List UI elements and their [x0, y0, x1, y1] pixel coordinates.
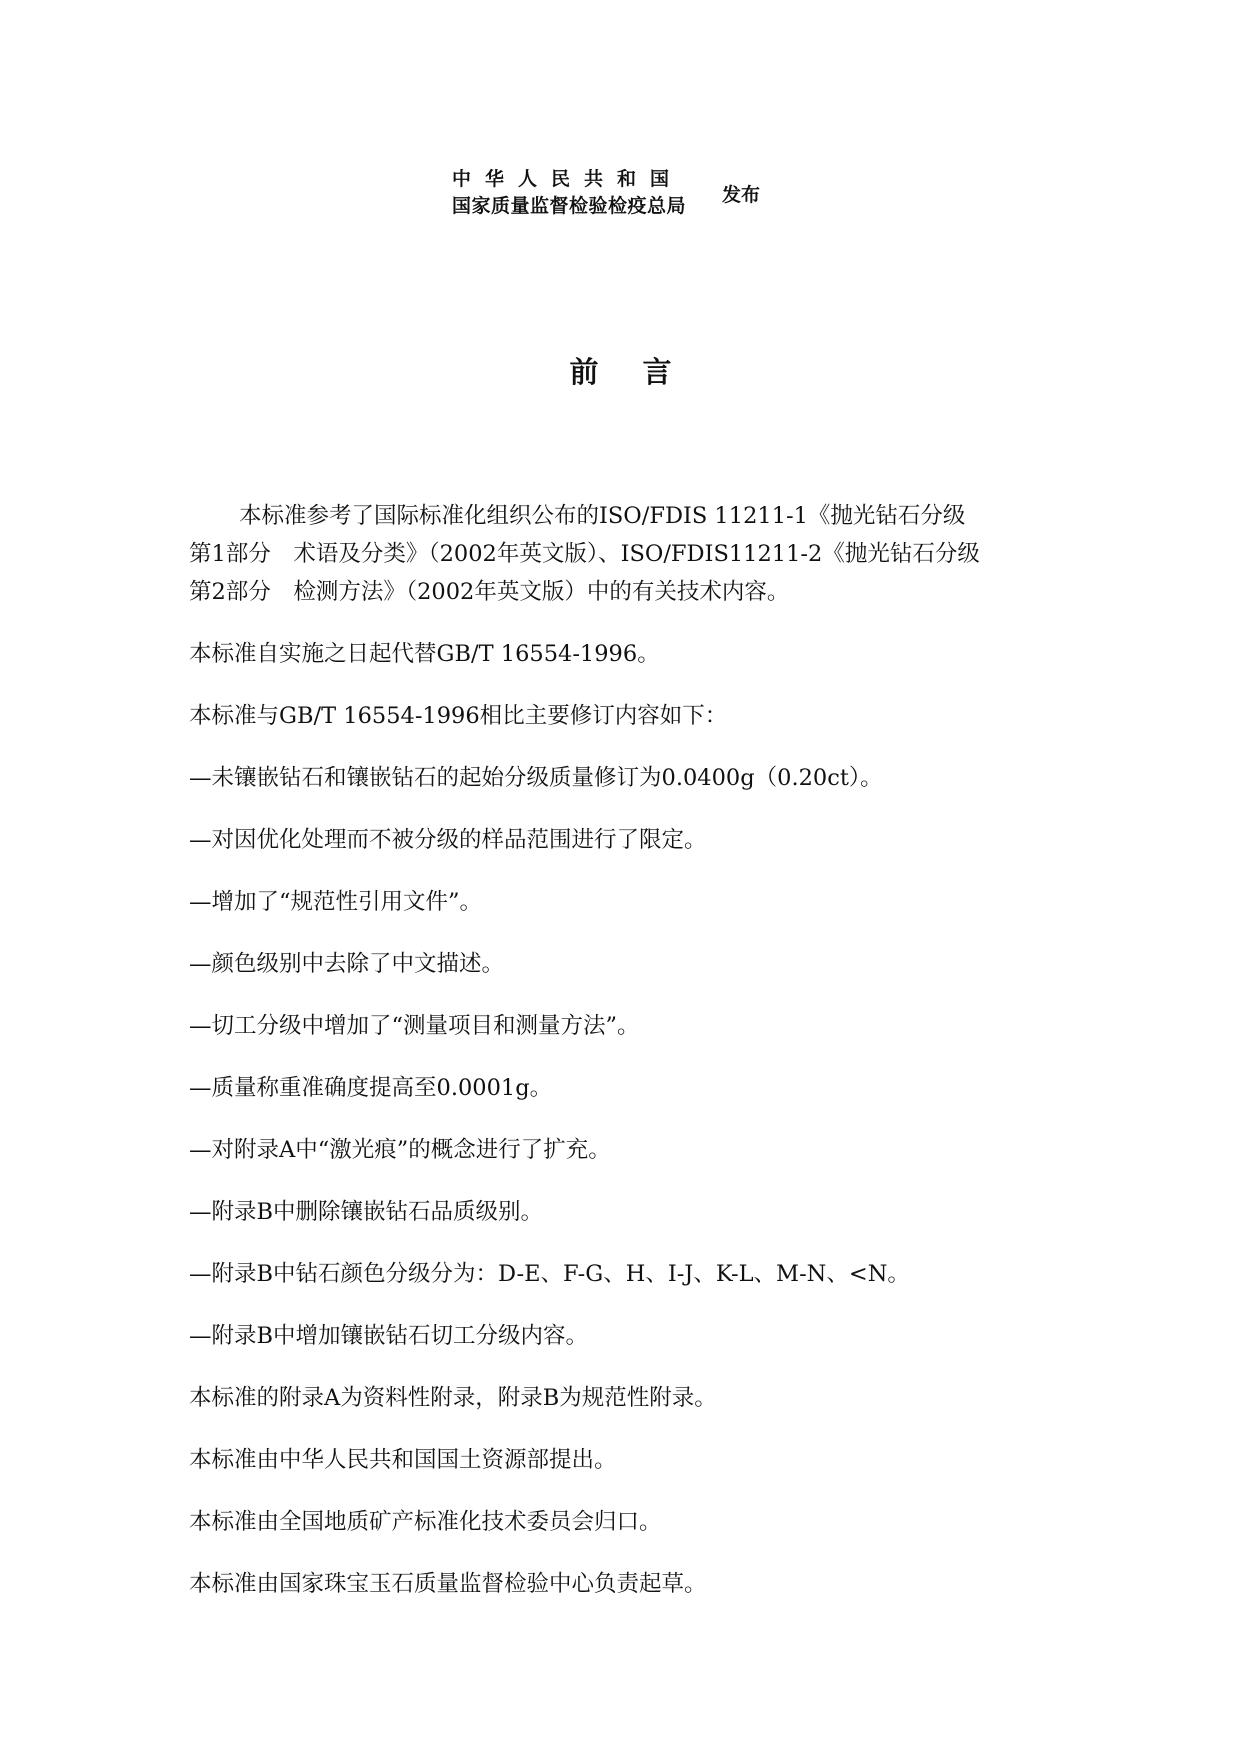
change-item: —附录B中增加镶嵌钻石切工分级内容。 [189, 1323, 589, 1349]
paragraph-replaces: 本标准自实施之日起代替GB/T 16554-1996。 [189, 641, 660, 667]
paragraph-drafter: 本标准由国家珠宝玉石质量监督检验中心负责起草。 [189, 1571, 707, 1597]
change-item: —对因优化处理而不被分级的样品范围进行了限定。 [189, 827, 707, 853]
issuer-block [452, 166, 760, 220]
issuer-agency: 国家质量监督检验检疫总局 [452, 195, 687, 217]
release-label: 发布 [722, 183, 761, 206]
change-item: —质量称重准确度提高至0.0001g。 [189, 1075, 553, 1101]
paragraph-committee: 本标准由全国地质矿产标准化技术委员会归口。 [189, 1509, 662, 1535]
intro-line: 第1部分 术语及分类》（2002年英文版）、ISO/FDIS11211-2《抛光钻石分级 [189, 541, 980, 567]
change-item: —对附录A中“激光痕”的概念进行了扩充。 [189, 1137, 611, 1163]
change-item: —未镶嵌钻石和镶嵌钻石的起始分级质量修订为0.0400g（0.20ct）。 [189, 765, 883, 791]
change-item: —附录B中删除镶嵌钻石品质级别。 [189, 1199, 544, 1225]
change-item: —切工分级中增加了“测量项目和测量方法”。 [189, 1013, 640, 1039]
intro-paragraph [189, 497, 1069, 611]
change-item: —颜色级别中去除了中文描述。 [189, 951, 505, 977]
preface-body [189, 497, 1069, 1603]
issuer-names [452, 166, 686, 220]
change-item: —附录B中钻石颜色分级分为：D-E、F-G、H、I-J、K-L、M-N、<N。 [189, 1261, 910, 1287]
issuer-country: 中华人民共和国 [452, 168, 684, 190]
paragraph-proposer: 本标准由中华人民共和国国土资源部提出。 [189, 1447, 617, 1473]
intro-line: 本标准参考了国际标准化组织公布的ISO/FDIS 11211-1《抛光钻石分级 [239, 503, 966, 529]
change-item: —增加了“规范性引用文件”。 [189, 889, 483, 915]
paragraph-changes-intro: 本标准与GB/T 16554-1996相比主要修订内容如下： [189, 703, 728, 729]
paragraph-appendix: 本标准的附录A为资料性附录，附录B为规范性附录。 [189, 1385, 717, 1411]
preface-title: 前言 [569, 355, 716, 389]
intro-line: 第2部分 检测方法》（2002年英文版）中的有关技术内容。 [189, 579, 790, 605]
